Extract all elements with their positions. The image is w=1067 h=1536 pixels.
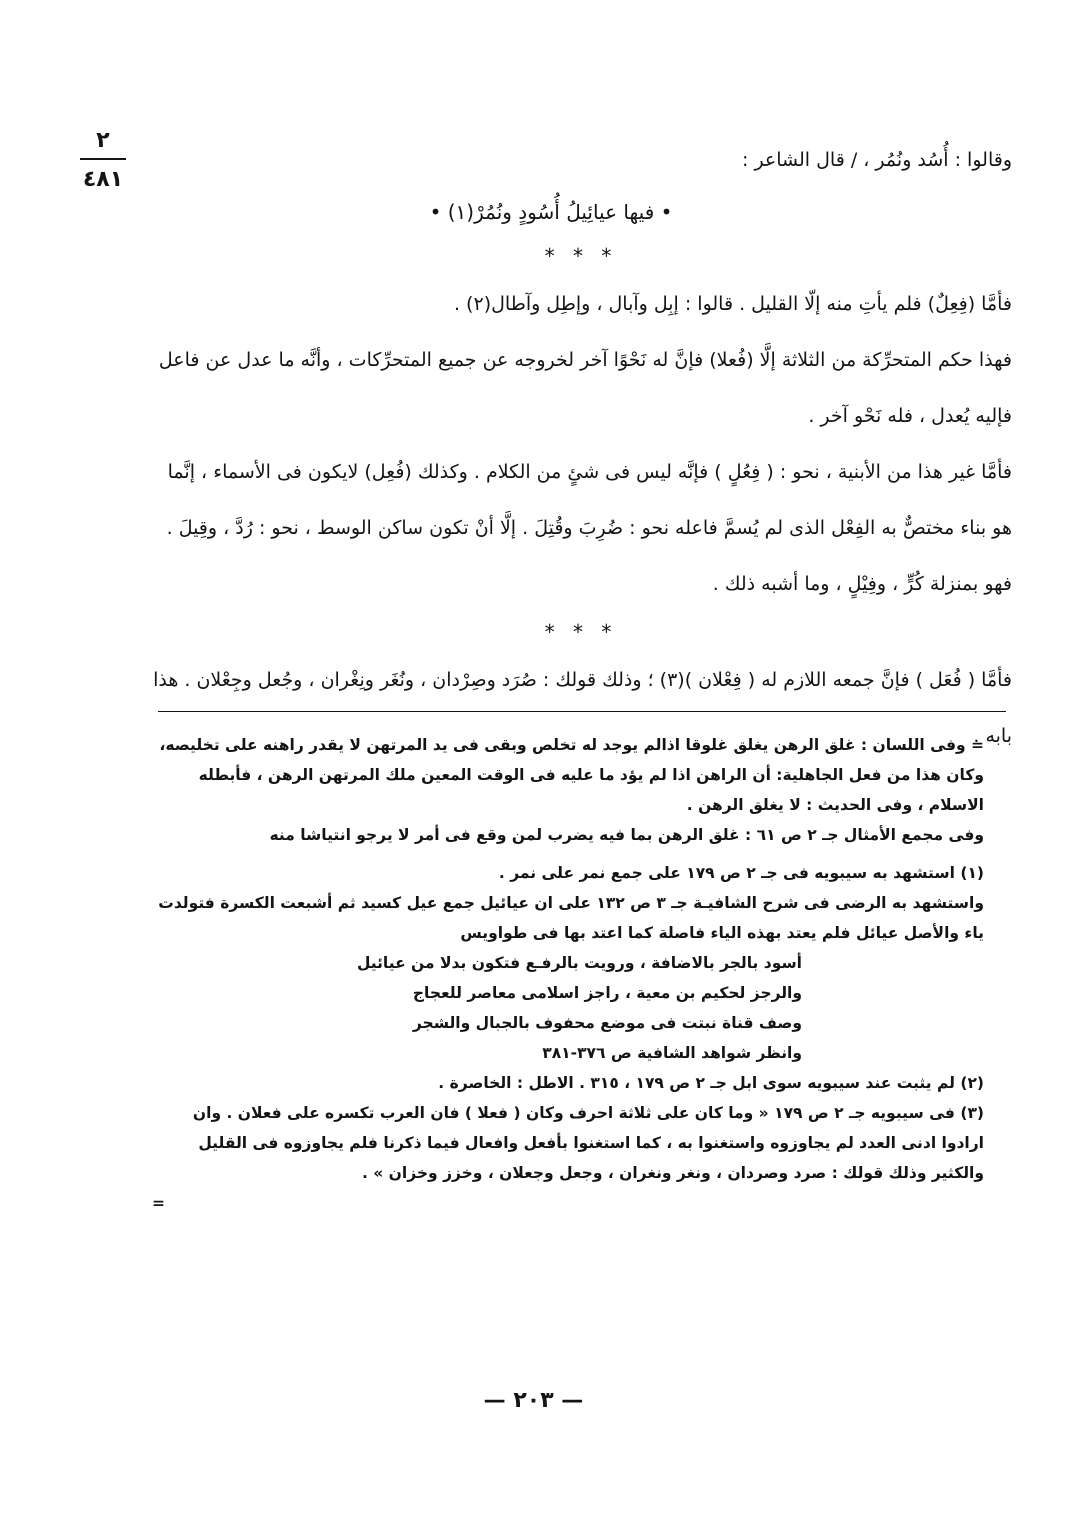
footnote-2: (٢) لم يثبت عند سيبويه سوى ابل جـ ٢ ص ١٧٩ ، ٣١٥ . الاطل : الخاصرة . <box>438 1074 984 1092</box>
footnote-3: (٣) فى سيبويه جـ ٢ ص ١٧٩ « وما كان على ثلاثة احرف وكان ( فعلا ) فان العرب تكسره على فعلان . وان ارادوا ادنى العدد لم يجاوزوه واستغنوا به ، كما استغنوا بأفعل وافعال فيما ذكرنا فلم يجاوزوه فى القليل والكثير وذلك قولك : صرد وصردان ، ونغر ونغران ، وجعل وجعلان ، وخزز وخزان » . <box>192 1104 984 1182</box>
margin-volume-number: ٢ <box>80 128 126 160</box>
footnote-text: وصف قناة نبتت فى موضع محفوف بالجبال والشجر <box>412 1014 802 1032</box>
paragraph-fual: فأمَّا ( فُعَل ) فإنَّ جمعه اللازم له ( فِعْلان )(٣) ؛ وذلك قولك : صُرَد وصِرْدان ، ونُغَر ونِغْران ، وجُعل وجِعْلان . هذا بابه . <box>153 669 1012 747</box>
footnote-text: وانظر شواهد الشافية ص ٣٧٦-٣٨١ <box>542 1044 802 1062</box>
main-line-intro: وقالوا : أُسُد ونُمُر ، / قال الشاعر : <box>742 149 1012 171</box>
margin-page-number: ٤٨١ <box>82 167 124 192</box>
section-separator: * * * <box>544 244 618 268</box>
footnote-divider <box>158 711 1006 712</box>
margin-reference <box>80 128 126 194</box>
footnote-continuation-mark: = <box>152 1194 165 1212</box>
main-text <box>150 132 1012 764</box>
footnote-text: واستشهد به الرضى فى شرح الشافيـة جـ ٣ ص ١٣٢ على ان عيائيل جمع عيل كسيد ثم أشبعت الكسرة فتولدت ياء والأصل عيائل فلم يعتد بهذه الياء فاصلة كما اعتد بها فى طواويس <box>158 894 984 942</box>
poetry-verse: • فيها عيائِيلُ أُسُودٍ ونُمُرْ(١) • <box>429 200 673 224</box>
page-number: — ٢٠٣ — <box>483 1388 584 1413</box>
paragraph-mutaharrika: فهذا حكم المتحرِّكة من الثلاثة إلَّا (فُعلا) فإنَّ له نَحْوًا آخر لخروجه عن جميع المتحرِّكات ، وأنَّه ما عدل عن فاعل فإليه يُعدل ، فله نَحْو آخر . <box>158 349 1012 427</box>
footnote-continuation: = وفى اللسان : غلق الرهن يغلق غلوقا اذالم يوجد له تخلص وبقى فى يد المرتهن لا يقدر راهنه على تخليصه، وكان هذا من فعل الجاهلية: أن الراهن اذا لم يؤد ما عليه فى الوقت المعين ملك المرتهن الرهن ، فأبطله الاسلام ، وفى الحديث : لا يغلق الرهن . <box>159 736 984 814</box>
section-separator: * * * <box>544 620 618 644</box>
paragraph-abniya: فأمَّا غير هذا من الأبنية ، نحو : ( فِعُلٍ ) فإنَّه ليس فى شئٍ من الكلام . وكذلك (فُعِل) لايكون فى الأسماء ، إنَّما هو بناء مختصٌّ به الفِعْل الذى لم يُسمَّ فاعله نحو : ضُرِبَ وقُتِلَ . إلَّا أنْ تكون ساكن الوسط ، نحو : رُدَّ ، وقِيلَ . فهو بمنزلة كُرٍّ ، وفِيْلٍ ، وما أشبه ذلك . <box>166 461 1012 595</box>
footnote-text: والرجز لحكيم بن معية ، راجز اسلامى معاصر للعجاج <box>412 984 802 1002</box>
footnote-text: أسود بالجر بالاضافة ، ورويت بالرفـع فتكون بدلا من عيائيل <box>356 954 802 972</box>
footnote-1: (١) استشهد به سيبويه فى جـ ٢ ص ١٧٩ على جمع نمر على نمر . <box>498 864 984 882</box>
footnote-text: وفى مجمع الأمثال جـ ٢ ص ٦١ : غلق الرهن بما فيه يضرب لمن وقع فى أمر لا يرجو انتياشا منه <box>269 826 984 844</box>
footnotes <box>152 730 1012 1218</box>
paragraph-fiil: فأمَّا (فِعِلٌ) فلم يأتِ منه إلّا القليل . قالوا : إبِل وآبال ، وإطِل وآطال(٢) . <box>453 293 1012 315</box>
